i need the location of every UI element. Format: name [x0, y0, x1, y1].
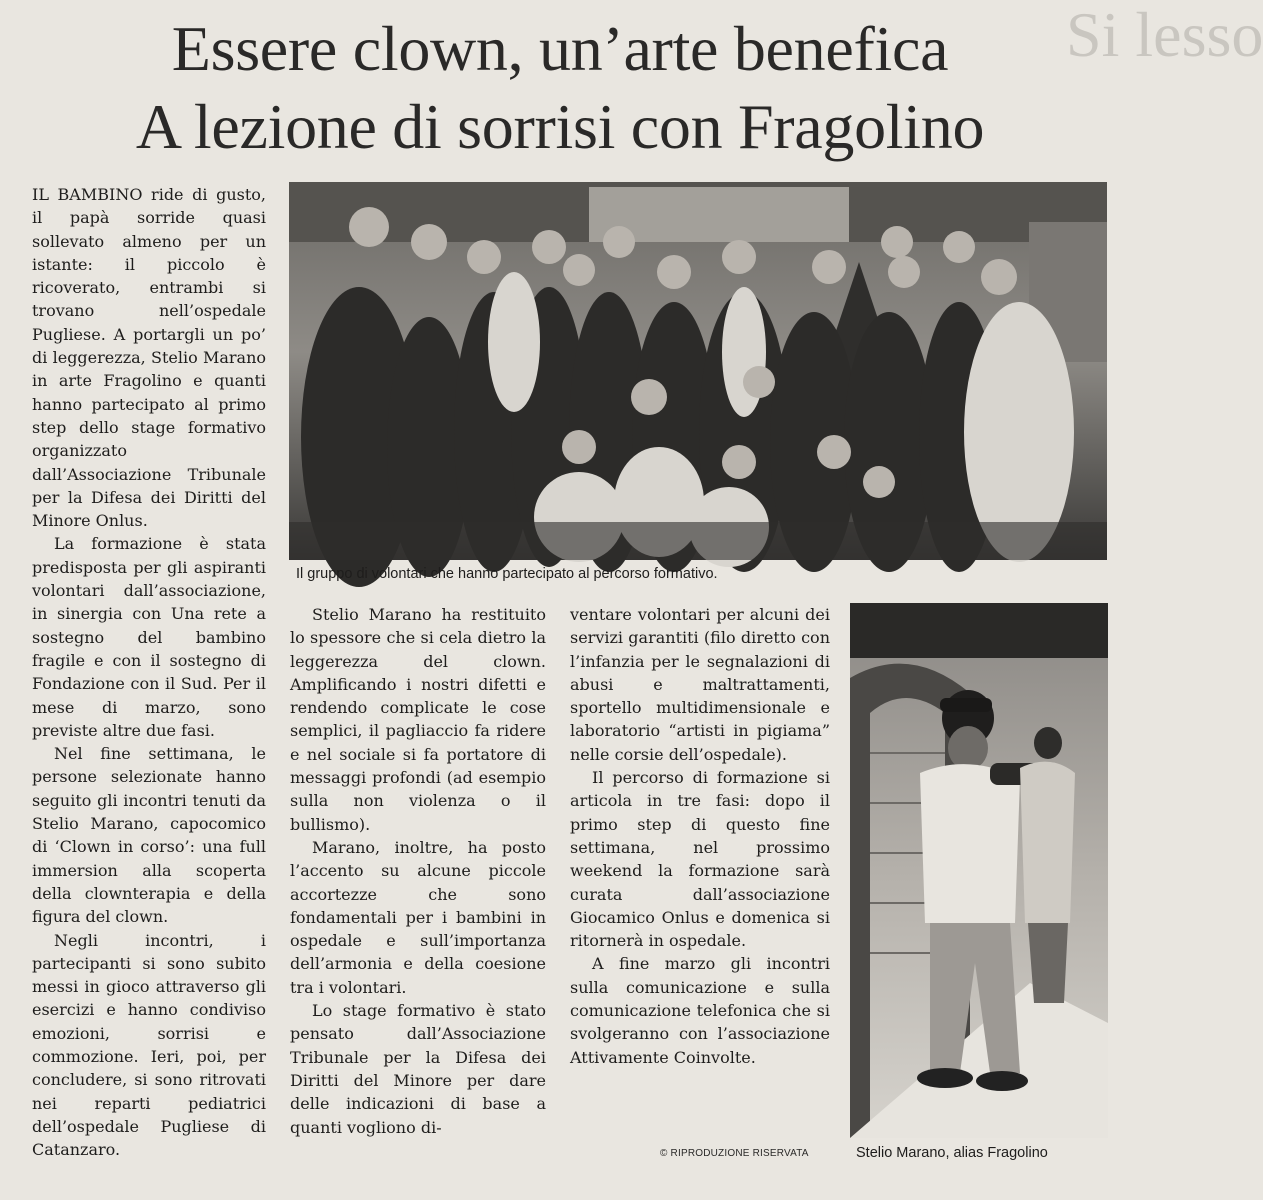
article-column-2 — [290, 603, 546, 1139]
paragraph: IL BAMBINO ride di gusto, il papà sorride quasi sollevato almeno per un istante: il piccolo è ricoverato, entrambi si trovano nell’ospedale Pugliese. A portargli un po’ di leggerezza, Stelio Marano in arte Fragolino e quanti hanno partecipato al primo step dello stage formativo organizzato dall’Associazione Tribunale per la Difesa dei Diritti del Minore Onlus. — [32, 185, 266, 531]
reproduction-notice: © RIPRODUZIONE RISERVATA — [660, 1148, 809, 1159]
group-photo — [289, 182, 1107, 560]
paragraph: Nel fine settimana, le persone selezionate hanno seguito gli incontri tenuti da Stelio Marano, capocomico di ‘Clown in corso’: una full immersion alla scoperta della clownterapia e della figura del clown. — [32, 744, 266, 927]
paragraph: ventare volontari per alcuni dei servizi garantiti (filo diretto con l’infanzia per le segnalazioni di abusi e maltrattamenti, sportello multidimensionale e laboratorio “artisti in pigiama” nelle corsie dell’ospedale). — [570, 605, 830, 764]
portrait-photo — [850, 603, 1108, 1138]
paragraph: La formazione è stata predisposta per gli aspiranti volontari dall’associazione, in sinergia con Una rete a sostegno del bambino fragile e con il sostegno di Fondazione con il Sud. Per il mese di marzo, sono previste altre due fasi. — [32, 534, 266, 740]
headline-line-2: A lezione di sorrisi con Fragolino — [135, 91, 985, 162]
adjacent-page-bleed: Si lesso — [1066, 0, 1263, 70]
article-column-3 — [570, 603, 830, 1069]
paragraph: Stelio Marano ha restituito lo spessore che si cela dietro la leggerezza del clown. Amplificando i nostri difetti e rendendo complicate le cose semplici, il pagliaccio fa ridere e nel sociale si fa portatore di messaggi profondi (ad esempio sulla non violenza o il bullismo). — [290, 605, 546, 834]
paragraph: Lo stage formativo è stato pensato dall’Associazione Tribunale per la Difesa dei Diritti del Minore per dare delle indicazioni di base a quanti vogliono di- — [290, 1001, 546, 1137]
group-photo-caption: Il gruppo di volontari che hanno partecipato al percorso formativo. — [296, 566, 718, 582]
portrait-photo-caption: Stelio Marano, alias Fragolino — [856, 1145, 1048, 1161]
headline-line-1: Essere clown, un’arte benefica — [171, 13, 949, 84]
paragraph: Marano, inoltre, ha posto l’accento su alcune piccole accortezze che sono fondamentali per i bambini in ospedale e sull’importanza dell’armonia e della coesione tra i volontari. — [290, 837, 546, 997]
paragraph: A fine marzo gli incontri sulla comunicazione e sulla comunicazione telefonica che si svolgeranno con l’associazione Attivamente Coinvolte. — [570, 954, 830, 1067]
article-column-1 — [32, 183, 266, 1161]
paragraph: Il percorso di formazione si articola in tre fasi: dopo il primo step di questo fine settimana, nel prossimo weekend la formazione sarà curata dall’associazione Giocamico Onlus e domenica si ritornerà in ospedale. — [570, 768, 830, 951]
paragraph: Negli incontri, i partecipanti si sono subito messi in gioco attraverso gli esercizi e hanno condiviso emozioni, sorrisi e commozione. Ieri, poi, per concludere, si sono ritrovati nei reparti pediatrici dell’ospedale Pugliese di Catanzaro. — [32, 930, 266, 1160]
